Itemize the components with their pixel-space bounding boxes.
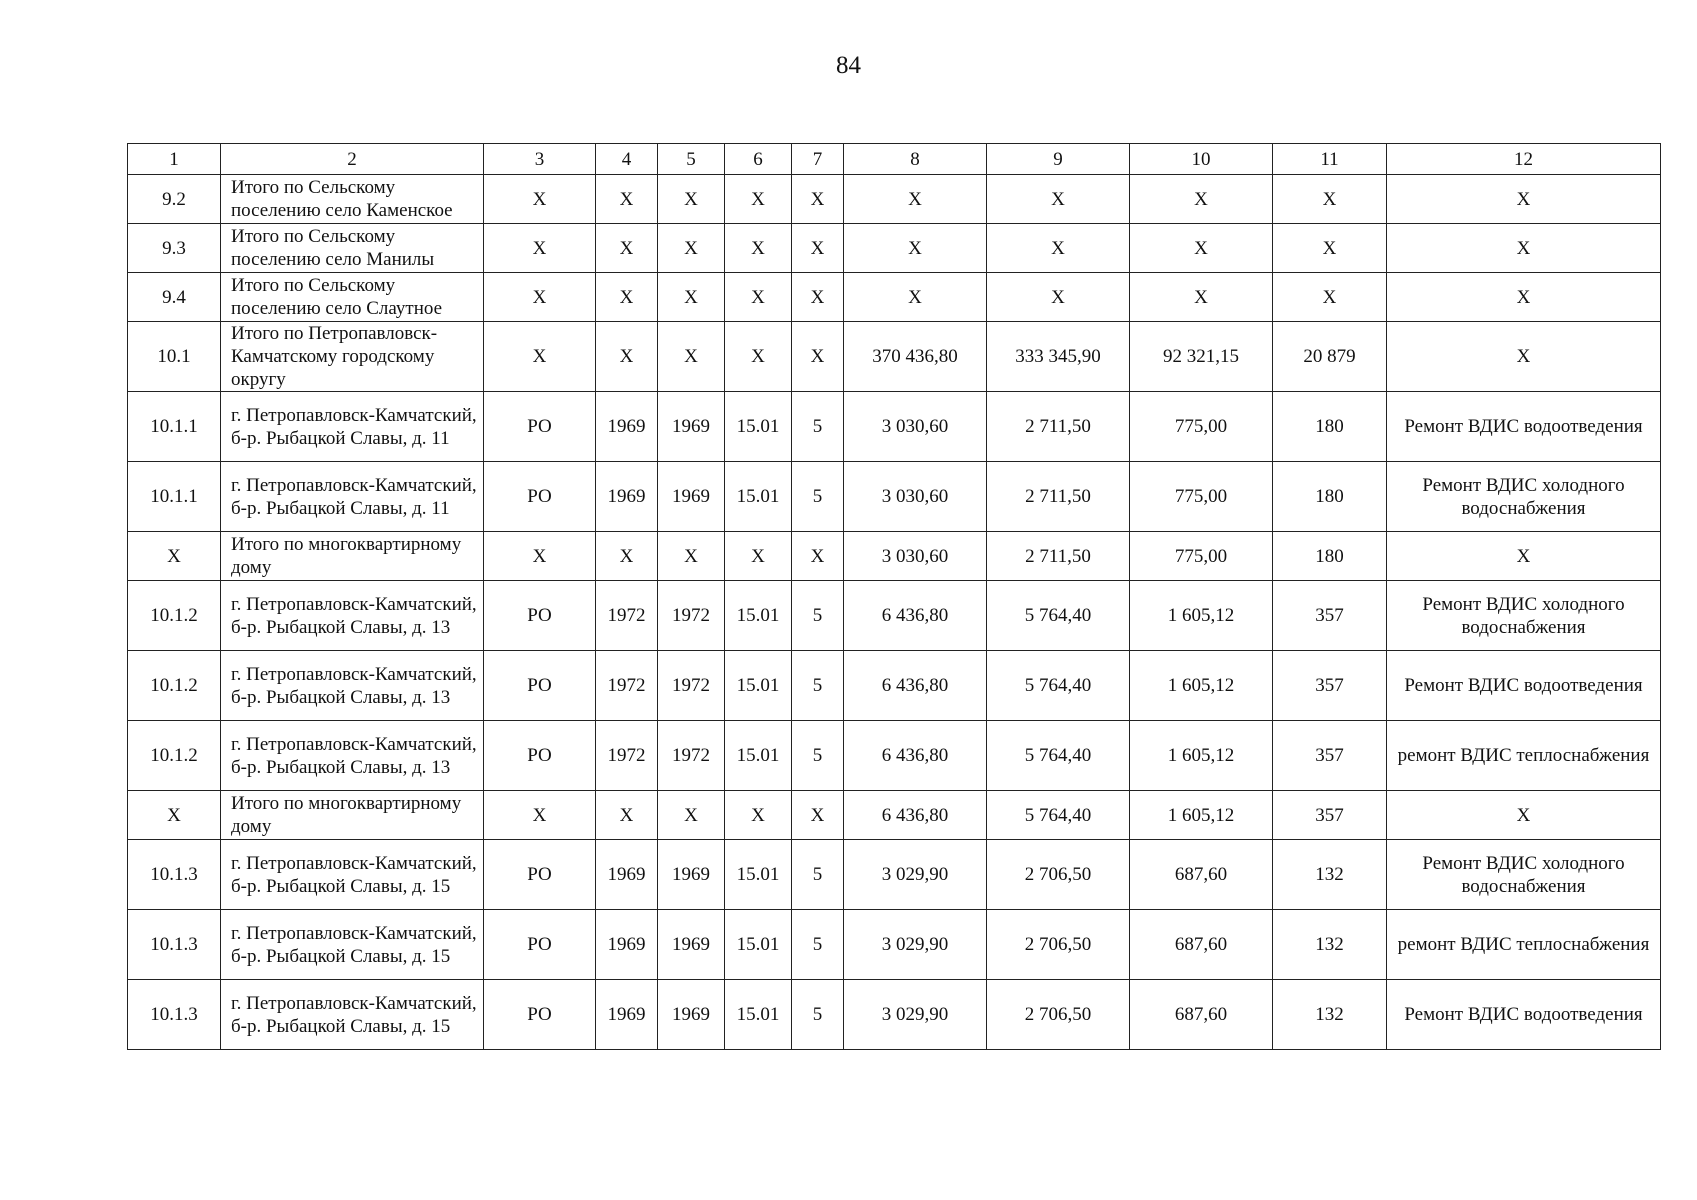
- cell-year-commissioned: X: [658, 791, 725, 840]
- cell-address: г. Петропавловск-Камчатский, б-р. Рыбацкой Славы, д. 13: [221, 651, 484, 721]
- table-row: [128, 791, 1661, 840]
- cell-address: Итого по Сельскому поселению село Слаутное: [221, 273, 484, 322]
- column-header-fund-code: 6: [725, 144, 792, 175]
- cell-year-built: X: [596, 175, 658, 224]
- cell-fund-code: 15.01: [725, 651, 792, 721]
- cell-cost: 775,00: [1130, 532, 1273, 581]
- column-header-residents: 11: [1273, 144, 1387, 175]
- cell-floors: 5: [792, 910, 844, 980]
- cell-work-type: РО: [484, 980, 596, 1050]
- cell-item-number: 10.1.2: [128, 651, 221, 721]
- cell-address: Итого по многоквартирному дому: [221, 532, 484, 581]
- cell-address: Итого по Петропавловск-Камчатскому городскому округу: [221, 322, 484, 392]
- cell-item-number: 10.1.1: [128, 392, 221, 462]
- cell-item-number: 10.1: [128, 322, 221, 392]
- header-row: [128, 144, 1661, 175]
- cell-total-area: 6 436,80: [844, 581, 987, 651]
- cell-residents: 357: [1273, 791, 1387, 840]
- cell-residential-area: 2 706,50: [987, 980, 1130, 1050]
- column-header-floors: 7: [792, 144, 844, 175]
- cell-residential-area: 5 764,40: [987, 791, 1130, 840]
- cell-work-type: X: [484, 532, 596, 581]
- cell-address: г. Петропавловск-Камчатский, б-р. Рыбацкой Славы, д. 11: [221, 462, 484, 532]
- cell-item-number: 9.4: [128, 273, 221, 322]
- cell-year-commissioned: X: [658, 175, 725, 224]
- cell-work-description: X: [1387, 224, 1661, 273]
- cell-address: г. Петропавловск-Камчатский, б-р. Рыбацкой Славы, д. 11: [221, 392, 484, 462]
- cell-total-area: X: [844, 175, 987, 224]
- column-header-year-commissioned: 5: [658, 144, 725, 175]
- cell-year-built: X: [596, 273, 658, 322]
- table-row: [128, 910, 1661, 980]
- cell-floors: X: [792, 322, 844, 392]
- cell-residential-area: 5 764,40: [987, 581, 1130, 651]
- cell-cost: X: [1130, 273, 1273, 322]
- column-header-year-built: 4: [596, 144, 658, 175]
- cell-year-built: 1972: [596, 721, 658, 791]
- cell-year-commissioned: 1972: [658, 721, 725, 791]
- cell-fund-code: 15.01: [725, 462, 792, 532]
- cell-work-description: Ремонт ВДИС холодного водоснабжения: [1387, 581, 1661, 651]
- cell-total-area: 3 029,90: [844, 840, 987, 910]
- cell-year-commissioned: X: [658, 224, 725, 273]
- cell-total-area: X: [844, 224, 987, 273]
- cell-year-commissioned: 1969: [658, 840, 725, 910]
- cell-floors: 5: [792, 392, 844, 462]
- column-header-work-description: 12: [1387, 144, 1661, 175]
- cell-floors: 5: [792, 980, 844, 1050]
- cell-fund-code: X: [725, 273, 792, 322]
- cell-work-type: X: [484, 791, 596, 840]
- cell-work-description: Ремонт ВДИС холодного водоснабжения: [1387, 462, 1661, 532]
- register-table: [127, 143, 1661, 1050]
- cell-item-number: 9.3: [128, 224, 221, 273]
- table-body: [128, 175, 1661, 1050]
- cell-work-description: Ремонт ВДИС холодного водоснабжения: [1387, 840, 1661, 910]
- cell-residential-area: 2 711,50: [987, 392, 1130, 462]
- cell-residential-area: 5 764,40: [987, 651, 1130, 721]
- table-row: [128, 581, 1661, 651]
- cell-address: г. Петропавловск-Камчатский, б-р. Рыбацкой Славы, д. 15: [221, 840, 484, 910]
- cell-item-number: 10.1.3: [128, 910, 221, 980]
- cell-item-number: 10.1.2: [128, 721, 221, 791]
- cell-year-built: 1969: [596, 910, 658, 980]
- cell-total-area: 3 029,90: [844, 980, 987, 1050]
- cell-item-number: X: [128, 791, 221, 840]
- cell-cost: 687,60: [1130, 910, 1273, 980]
- cell-residential-area: 2 706,50: [987, 910, 1130, 980]
- cell-cost: 775,00: [1130, 392, 1273, 462]
- cell-cost: 775,00: [1130, 462, 1273, 532]
- cell-year-commissioned: 1972: [658, 581, 725, 651]
- cell-year-built: 1972: [596, 651, 658, 721]
- cell-year-commissioned: X: [658, 532, 725, 581]
- cell-total-area: 3 030,60: [844, 462, 987, 532]
- cell-fund-code: X: [725, 322, 792, 392]
- cell-year-built: 1972: [596, 581, 658, 651]
- cell-residential-area: X: [987, 175, 1130, 224]
- cell-work-description: Ремонт ВДИС водоотведения: [1387, 392, 1661, 462]
- cell-residents: 180: [1273, 462, 1387, 532]
- cell-year-built: 1969: [596, 392, 658, 462]
- cell-residents: 20 879: [1273, 322, 1387, 392]
- cell-total-area: 6 436,80: [844, 791, 987, 840]
- cell-year-commissioned: X: [658, 322, 725, 392]
- cell-total-area: 3 030,60: [844, 532, 987, 581]
- cell-work-type: РО: [484, 840, 596, 910]
- cell-floors: X: [792, 791, 844, 840]
- cell-cost: 1 605,12: [1130, 791, 1273, 840]
- cell-floors: X: [792, 532, 844, 581]
- cell-residential-area: 5 764,40: [987, 721, 1130, 791]
- cell-cost: 1 605,12: [1130, 721, 1273, 791]
- cell-residents: 357: [1273, 581, 1387, 651]
- cell-work-description: Ремонт ВДИС водоотведения: [1387, 980, 1661, 1050]
- cell-floors: 5: [792, 462, 844, 532]
- cell-work-type: РО: [484, 651, 596, 721]
- cell-item-number: 10.1.2: [128, 581, 221, 651]
- cell-floors: 5: [792, 581, 844, 651]
- cell-floors: X: [792, 224, 844, 273]
- cell-work-description: X: [1387, 322, 1661, 392]
- cell-residential-area: 2 711,50: [987, 462, 1130, 532]
- cell-residents: 180: [1273, 532, 1387, 581]
- cell-fund-code: X: [725, 532, 792, 581]
- cell-address: г. Петропавловск-Камчатский, б-р. Рыбацкой Славы, д. 15: [221, 980, 484, 1050]
- cell-item-number: 9.2: [128, 175, 221, 224]
- cell-year-built: 1969: [596, 840, 658, 910]
- cell-year-commissioned: 1969: [658, 392, 725, 462]
- cell-year-built: 1969: [596, 980, 658, 1050]
- table-row: [128, 980, 1661, 1050]
- cell-address: Итого по многоквартирному дому: [221, 791, 484, 840]
- column-header-total-area: 8: [844, 144, 987, 175]
- cell-floors: X: [792, 175, 844, 224]
- cell-address: г. Петропавловск-Камчатский, б-р. Рыбацкой Славы, д. 13: [221, 581, 484, 651]
- cell-floors: 5: [792, 651, 844, 721]
- cell-work-type: РО: [484, 392, 596, 462]
- cell-work-description: Ремонт ВДИС водоотведения: [1387, 651, 1661, 721]
- cell-cost: 1 605,12: [1130, 651, 1273, 721]
- cell-work-type: РО: [484, 462, 596, 532]
- cell-year-built: 1969: [596, 462, 658, 532]
- cell-fund-code: 15.01: [725, 392, 792, 462]
- cell-residents: X: [1273, 175, 1387, 224]
- cell-year-built: X: [596, 322, 658, 392]
- column-header-work-type: 3: [484, 144, 596, 175]
- table-row: [128, 322, 1661, 392]
- cell-total-area: 3 030,60: [844, 392, 987, 462]
- cell-year-commissioned: 1972: [658, 651, 725, 721]
- cell-work-description: ремонт ВДИС теплоснабжения: [1387, 721, 1661, 791]
- cell-floors: X: [792, 273, 844, 322]
- cell-work-description: X: [1387, 175, 1661, 224]
- table-row: [128, 721, 1661, 791]
- table-row: [128, 273, 1661, 322]
- cell-year-built: X: [596, 532, 658, 581]
- cell-year-commissioned: 1969: [658, 980, 725, 1050]
- cell-total-area: 370 436,80: [844, 322, 987, 392]
- table-row: [128, 532, 1661, 581]
- page-number: 84: [836, 52, 861, 79]
- cell-work-type: X: [484, 322, 596, 392]
- cell-address: Итого по Сельскому поселению село Манилы: [221, 224, 484, 273]
- cell-residents: 132: [1273, 980, 1387, 1050]
- cell-work-description: X: [1387, 532, 1661, 581]
- cell-address: г. Петропавловск-Камчатский, б-р. Рыбацкой Славы, д. 15: [221, 910, 484, 980]
- cell-year-commissioned: 1969: [658, 910, 725, 980]
- cell-residential-area: X: [987, 224, 1130, 273]
- cell-work-description: X: [1387, 791, 1661, 840]
- column-header-cost: 10: [1130, 144, 1273, 175]
- column-header-item-number: 1: [128, 144, 221, 175]
- cell-residential-area: 333 345,90: [987, 322, 1130, 392]
- cell-work-type: X: [484, 175, 596, 224]
- cell-residents: 357: [1273, 651, 1387, 721]
- cell-residential-area: 2 711,50: [987, 532, 1130, 581]
- cell-residents: 132: [1273, 910, 1387, 980]
- cell-fund-code: X: [725, 175, 792, 224]
- cell-residents: X: [1273, 273, 1387, 322]
- cell-fund-code: X: [725, 791, 792, 840]
- cell-year-commissioned: 1969: [658, 462, 725, 532]
- table-row: [128, 651, 1661, 721]
- cell-year-built: X: [596, 224, 658, 273]
- cell-work-type: X: [484, 224, 596, 273]
- cell-item-number: 10.1.3: [128, 980, 221, 1050]
- cell-cost: 687,60: [1130, 980, 1273, 1050]
- cell-residential-area: X: [987, 273, 1130, 322]
- table-row: [128, 175, 1661, 224]
- cell-item-number: 10.1.1: [128, 462, 221, 532]
- cell-item-number: 10.1.3: [128, 840, 221, 910]
- table-row: [128, 840, 1661, 910]
- cell-total-area: 6 436,80: [844, 721, 987, 791]
- cell-floors: 5: [792, 840, 844, 910]
- cell-residents: 357: [1273, 721, 1387, 791]
- cell-year-built: X: [596, 791, 658, 840]
- cell-fund-code: X: [725, 224, 792, 273]
- cell-cost: 1 605,12: [1130, 581, 1273, 651]
- cell-fund-code: 15.01: [725, 980, 792, 1050]
- cell-fund-code: 15.01: [725, 840, 792, 910]
- cell-work-type: X: [484, 273, 596, 322]
- table-row: [128, 224, 1661, 273]
- cell-item-number: X: [128, 532, 221, 581]
- cell-total-area: 6 436,80: [844, 651, 987, 721]
- cell-work-type: РО: [484, 721, 596, 791]
- cell-address: г. Петропавловск-Камчатский, б-р. Рыбацкой Славы, д. 13: [221, 721, 484, 791]
- cell-cost: 92 321,15: [1130, 322, 1273, 392]
- cell-fund-code: 15.01: [725, 910, 792, 980]
- cell-work-type: РО: [484, 910, 596, 980]
- cell-cost: X: [1130, 224, 1273, 273]
- cell-total-area: X: [844, 273, 987, 322]
- cell-residents: X: [1273, 224, 1387, 273]
- cell-residents: 180: [1273, 392, 1387, 462]
- cell-address: Итого по Сельскому поселению село Каменское: [221, 175, 484, 224]
- cell-work-type: РО: [484, 581, 596, 651]
- table-row: [128, 392, 1661, 462]
- cell-residential-area: 2 706,50: [987, 840, 1130, 910]
- column-header-residential-area: 9: [987, 144, 1130, 175]
- cell-year-commissioned: X: [658, 273, 725, 322]
- cell-total-area: 3 029,90: [844, 910, 987, 980]
- cell-fund-code: 15.01: [725, 721, 792, 791]
- column-header-address: 2: [221, 144, 484, 175]
- cell-cost: X: [1130, 175, 1273, 224]
- cell-cost: 687,60: [1130, 840, 1273, 910]
- cell-residents: 132: [1273, 840, 1387, 910]
- cell-work-description: X: [1387, 273, 1661, 322]
- cell-floors: 5: [792, 721, 844, 791]
- cell-work-description: ремонт ВДИС теплоснабжения: [1387, 910, 1661, 980]
- table-row: [128, 462, 1661, 532]
- cell-fund-code: 15.01: [725, 581, 792, 651]
